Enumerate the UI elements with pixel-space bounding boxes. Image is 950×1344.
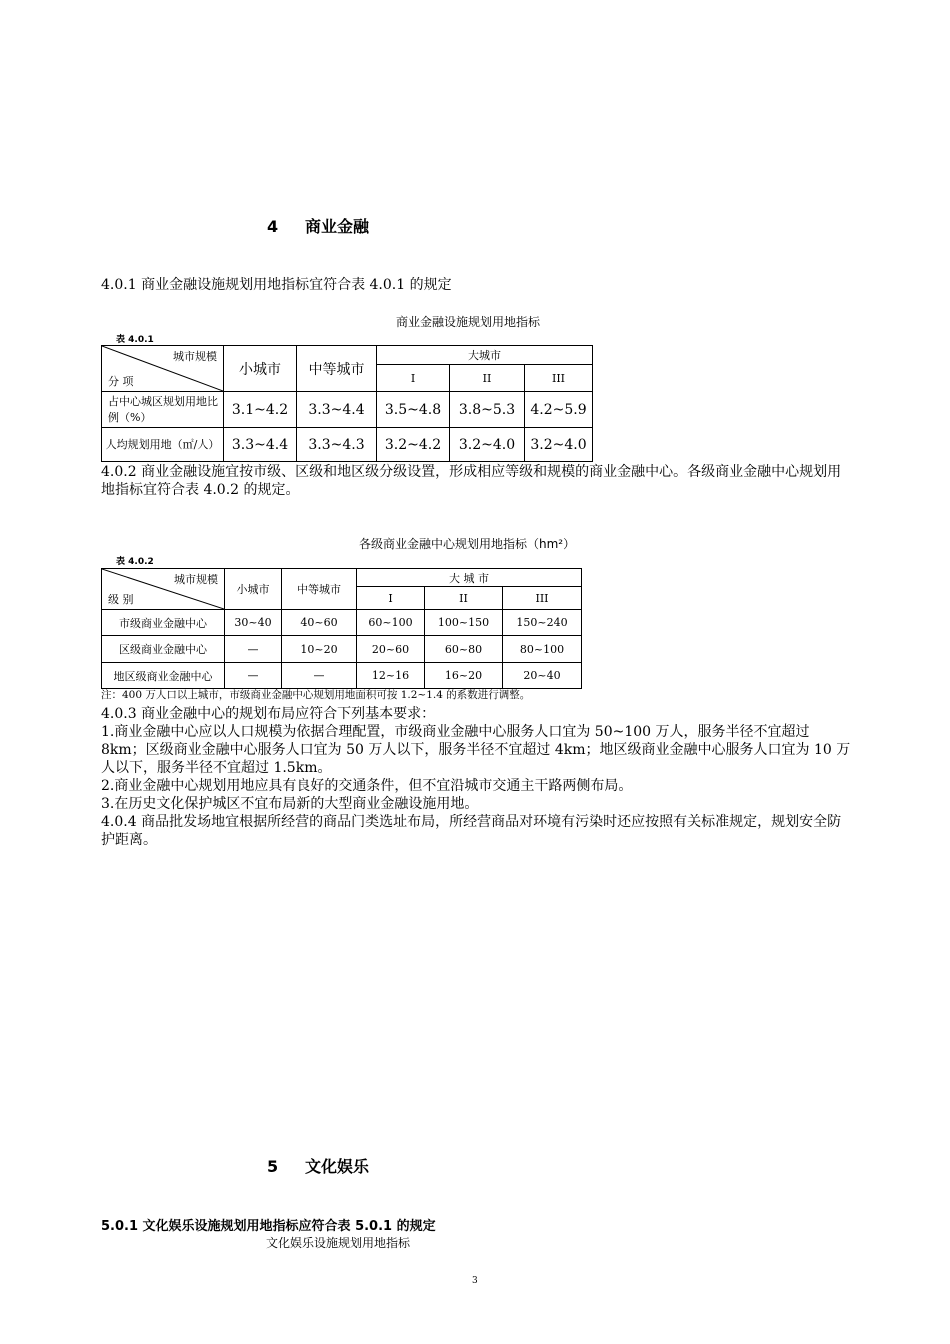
table-cell: 12~16 <box>357 663 425 689</box>
table-cell: 60~100 <box>357 610 425 636</box>
table-cell: 3.3~4.4 <box>224 428 297 462</box>
section-4-heading <box>267 214 369 237</box>
table-5-0-1-caption: 文化娱乐设施规划用地指标 <box>266 1236 411 1250</box>
table-cell: 30~40 <box>225 610 282 636</box>
table-cell: 3.3~4.3 <box>297 428 377 462</box>
table-row <box>102 610 582 636</box>
table-cell: 100~150 <box>425 610 503 636</box>
table-4-0-2-label: 表 4.0.2 <box>116 557 154 567</box>
col-header-small: 小城市 <box>224 346 297 392</box>
section-number: 4 <box>267 217 279 236</box>
row-label: 地区级商业金融中心 <box>102 663 225 689</box>
table-cell: 3.2~4.0 <box>525 428 593 462</box>
sub-header: I <box>357 587 425 610</box>
table-row <box>102 663 582 689</box>
sub-header: II <box>450 365 525 392</box>
table-4-0-1 <box>101 345 593 462</box>
paragraph-4-0-3 <box>101 705 853 849</box>
row-label: 区级商业金融中心 <box>102 636 225 663</box>
table-row <box>102 428 593 462</box>
paragraph-4-0-3-intro: 4.0.3 商业金融中心的规划布局应符合下列基本要求： <box>101 706 436 722</box>
row-label: 市级商业金融中心 <box>102 610 225 636</box>
table-cell: 3.2~4.2 <box>377 428 450 462</box>
table-cell: 40~60 <box>282 610 357 636</box>
sub-header: III <box>503 587 582 610</box>
paragraph-5-0-1: 5.0.1 文化娱乐设施规划用地指标应符合表 5.0.1 的规定 <box>101 1219 436 1234</box>
paragraph-4-0-2: 4.0.2 商业金融设施宜按市级、区级和地区级分级设置，形成相应等级和规模的商业金融中心。各级商业金融中心规划用地指标宜符合表 4.0.2 的规定。 <box>101 464 842 498</box>
page-number: 3 <box>472 1276 478 1286</box>
paragraph-4-0-1: 4.0.1 商业金融设施规划用地指标宜符合表 4.0.1 的规定 <box>101 277 452 293</box>
table-cell: 3.2~4.0 <box>450 428 525 462</box>
sub-header: II <box>425 587 503 610</box>
corner-top-label: 城市规模 <box>173 350 217 363</box>
corner-bottom-label: 分 项 <box>108 375 134 388</box>
table-4-0-1-corner <box>102 346 224 392</box>
table-cell: 60~80 <box>425 636 503 663</box>
col-header-small: 小城市 <box>225 569 282 610</box>
table-row <box>102 636 582 663</box>
table-4-0-1-label: 表 4.0.1 <box>116 335 154 345</box>
col-header-large: 大 城 市 <box>357 569 582 587</box>
corner-top-label: 城市规模 <box>174 573 218 586</box>
table-4-0-2-caption: 各级商业金融中心规划用地指标（hm²） <box>359 537 576 551</box>
table-cell: 20~60 <box>357 636 425 663</box>
table-cell: 80~100 <box>503 636 582 663</box>
table-cell: 16~20 <box>425 663 503 689</box>
paragraph-4-0-3-item-2: 2.商业金融中心规划用地应具有良好的交通条件，但不宜沿城市交通主干路两侧布局。 <box>101 778 633 794</box>
section-title: 文化娱乐 <box>305 1157 370 1176</box>
paragraph-4-0-3-item-3: 3.在历史文化保护城区不宜布局新的大型商业金融设施用地。 <box>101 796 479 812</box>
table-cell: 20~40 <box>503 663 582 689</box>
table-4-0-2-corner <box>102 569 225 610</box>
section-5-heading <box>267 1154 369 1177</box>
table-cell: — <box>282 663 357 689</box>
table-cell: — <box>225 636 282 663</box>
table-cell: 4.2~5.9 <box>525 392 593 428</box>
sub-header: III <box>525 365 593 392</box>
col-header-large: 大城市 <box>377 346 593 365</box>
row-label: 人均规划用地（㎡/人） <box>102 428 224 462</box>
table-cell: 3.3~4.4 <box>297 392 377 428</box>
col-header-medium: 中等城市 <box>297 346 377 392</box>
table-4-0-2 <box>101 568 582 689</box>
sub-header: I <box>377 365 450 392</box>
section-number: 5 <box>267 1157 279 1176</box>
corner-bottom-label: 级 别 <box>108 593 134 606</box>
table-cell: — <box>225 663 282 689</box>
paragraph-4-0-4: 4.0.4 商品批发场地宜根据所经营的商品门类选址布局，所经营商品对环境有污染时还应按照有关标准规定，规划安全防护距离。 <box>101 814 842 848</box>
table-4-0-1-caption: 商业金融设施规划用地指标 <box>396 315 541 329</box>
table-cell: 10~20 <box>282 636 357 663</box>
table-cell: 3.8~5.3 <box>450 392 525 428</box>
table-cell: 3.5~4.8 <box>377 392 450 428</box>
col-header-medium: 中等城市 <box>282 569 357 610</box>
section-title: 商业金融 <box>305 217 370 236</box>
table-row <box>102 392 593 428</box>
table-4-0-2-note: 注：400 万人口以上城市，市级商业金融中心规划用地面积可按 1.2~1.4 的系数进行调整。 <box>101 689 531 701</box>
table-cell: 3.1~4.2 <box>224 392 297 428</box>
row-label: 占中心城区规划用地比例（%） <box>102 392 224 428</box>
table-cell: 150~240 <box>503 610 582 636</box>
paragraph-4-0-3-item-1: 1.商业金融中心应以人口规模为依据合理配置，市级商业金融中心服务人口宜为 50~100 万人，服务半径不宜超过 8km；区级商业金融中心服务人口宜为 50 万人以下，服务半径不宜超过 4km；地区级商业金融中心服务人口宜为 10 万人以下，服务半径不宜超过 1.5km。 <box>101 724 851 776</box>
